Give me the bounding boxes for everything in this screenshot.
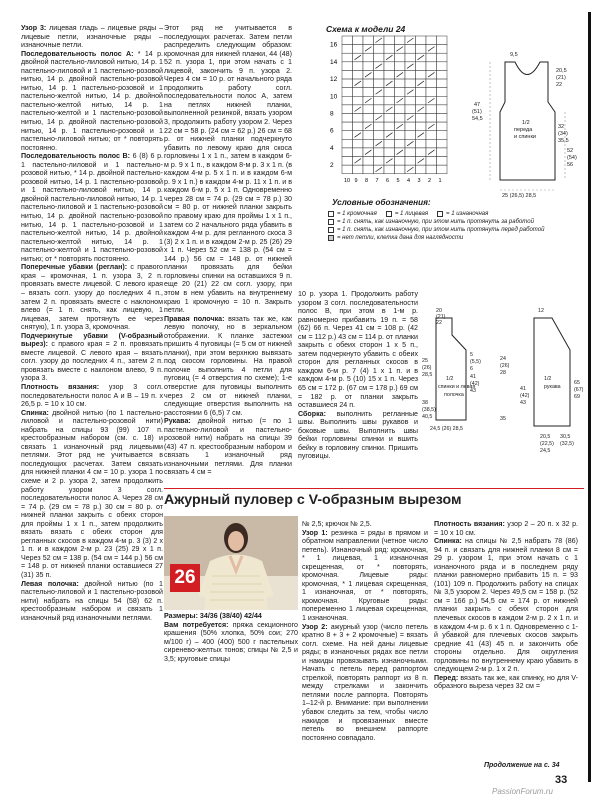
chart-cell	[405, 96, 416, 105]
schema-label: (38,5)	[422, 407, 436, 413]
paragraph-text: двойной нитью (по 1 пастельно-лиловой и пастельно-розовой нити) набрать на спицы 93 (99) 107 п. крестообразным набором (см. с. 18) и связать 1 изнаночный ряд лицевыми петлями. Этот ряд не учитывается в последующих расчетах. Затем связать для нижней планки 4 см = 10 р. узора 1 по схеме и 2 р. узора 2, затем продолжить работу узором 3 согл. последовательности полос А. Через 28 см = 74 р. (29 см = 78 р.) 30 см = 80 р. от нижней планки закрыть с обеих сторон для проймы 1 x 1 п., затем продолжить вязать вязать с обеих сторон для регланных скосов в каждом 4-м р. 3 (3) 2 x 1 п. и в каждом 2-м р. 23 (25) 29 x 1 п. Через 52 см = 138 р. (54 см = 144 р.) 56 см = 148 р. от нижней планки оставшиеся 27 (31) 35 п.	[21, 408, 163, 579]
col2-paragraph	[164, 417, 292, 477]
chart-cell	[342, 157, 353, 166]
legend-item: = 1 п. снять, как изнаночную, при этом нить протянуть перед работой	[328, 226, 583, 234]
chart-cell	[426, 36, 437, 45]
chart-cell	[374, 122, 385, 131]
schema-label: 20	[436, 308, 442, 314]
col1-paragraph	[21, 152, 163, 263]
col4-paragraph	[302, 529, 428, 623]
woman-figure-image	[164, 516, 298, 610]
chart-title: Схема к модели 24	[326, 24, 406, 34]
chart-cell	[416, 45, 427, 54]
chart-cell	[363, 165, 374, 174]
paragraph-text: 6 (8) 6 р. 1 пастельно-лиловой и 1 пастельно-розовой нитью, * 14 р. двойной пастельно-розовой нитью, 14 р. 1 пастельно-розовой и 1 пастельно-лиловой нитью, 14 р. двойной пастельно-лиловой нитью, 14 р. 1 пастельно-лиловой и 1 пастельно-розовой нитью, 14 р. двойной пастельно-розовой нитью, 14 р. 1 пастельно-розовой и 1 пастельно-желтой нитью, 14 р. двойной пастельно-желтой нитью, 14 р. 1 пастельно-желтой и 1 пастельно-розовой нитью; от * повторять постоянно.	[21, 152, 163, 263]
chart-cell	[426, 165, 437, 174]
chart-cell	[353, 113, 364, 122]
schema-label: 25	[422, 358, 428, 364]
paragraph-text: вязать так же, как спинку, но для V-образного выреза через 32 см =	[434, 673, 578, 691]
chart-cell	[405, 79, 416, 88]
schema-label: (26)	[422, 365, 432, 371]
schema-label: (26)	[500, 363, 510, 369]
chart-cell	[363, 79, 374, 88]
schema-label: 20,5	[540, 434, 551, 440]
paragraph-text: на спицы № 2,5 набрать 78 (86) 94 п. и связать для нижней планки 8 см = 29 р. узором 1, при этом начать с 1 изнаночного ряда и в последнем ряду планки равномерно прибавить 15 п. = 93 (101) 109 п. Продолжить работу на спицах № 3,5 узором 2. Через 49,5 см = 158 р. (52 см = 166 р.) 54,5 см = 174 р. от нижней планки закрыть с обеих сторон для плечевых скосов в каждом 2-м р. 2 x 1 п. и в каждом 4-м р. 6 x 1 п. Одновременно с 1-й убавкой для плечевых скосов закрыть средние 41 (43) 45 п. и закончить обе стороны отдельно. Для округления горловины по внутреннему краю убавить в следующем 2-м р. 1 x 2 п.	[434, 537, 578, 674]
chart-cell	[437, 53, 448, 62]
chart-cell	[405, 70, 416, 79]
watermark: PassionForum.ru	[492, 787, 553, 796]
paragraph-text: двойной нитью (по 1 пастельно-лиловой и 1 пастельно-розовой нити) набрать на спицы 54 (58) 62 п. крестообразным набором и связать 1 изнаночный ряд изнаночными петлями.	[21, 579, 164, 622]
schema-label: 22	[556, 82, 563, 88]
col4-paragraph	[302, 520, 428, 529]
legend-item: = 1 п. снять, как изнаночную, при этом нить протянуть за работой	[328, 218, 583, 226]
chart-cell	[384, 70, 395, 79]
chart-cell	[363, 105, 374, 114]
schema-label: 54,5	[472, 116, 483, 122]
schema-label: 32	[558, 124, 565, 130]
slip-back-symbol	[328, 219, 334, 225]
schema-label: 43	[470, 388, 476, 394]
chart-cell	[437, 122, 448, 131]
chart-cell	[353, 122, 364, 131]
chart-cell	[416, 36, 427, 45]
paragraph-text: с правого края = 2 п. провязать вместе лицевой. С левого края – вязать согл. узору до последних 4 п., затем 2 п. провязать вместе с наклоном влево, 9 п. узора 3.	[21, 340, 163, 383]
chart-cell	[384, 139, 395, 148]
model-number-badge: 26	[170, 564, 200, 592]
chart-cell	[342, 122, 353, 131]
chart-cell	[353, 165, 364, 174]
chart-cell	[416, 165, 427, 174]
col5-paragraph	[434, 520, 578, 537]
page-edge-bar	[588, 12, 591, 782]
chart-col-label: 4	[407, 177, 411, 184]
chart-cell	[395, 131, 406, 140]
assembly-text: Сборка: выполнить регланные швы. Выполнить швы рукавов и боковые швы. Выполнить швы бейки горловины спинки и вшить бейку в горловину спинки. Пришить пуговицы.	[298, 409, 418, 461]
chart-cell	[384, 88, 395, 97]
chart-cell	[416, 96, 427, 105]
text-column-5	[434, 520, 578, 777]
edge-stitch-symbol	[328, 211, 334, 217]
chart-cell	[342, 79, 353, 88]
chart-cell	[342, 148, 353, 157]
schema-label: 1/2	[544, 376, 552, 382]
col2-paragraph	[164, 315, 292, 418]
chart-cell	[437, 36, 448, 45]
chart-cell	[342, 131, 353, 140]
chart-cell	[395, 139, 406, 148]
chart-col-label: 6	[386, 177, 390, 184]
paragraph-heading: Поперечные убавки (реглан):	[21, 263, 128, 272]
schema-label: 24,5 (26) 28,5	[430, 426, 463, 432]
column-2-text: Этот ряд не учитывается в последующих расчетах. Затем петли распределить следующим образом: кромочная для нижней планки, 44 (48) 52 п. узора 1, при этом начать с 1 лицевой, закончить 9 п. узора 2. Через 4 см = 10 р. от начального ряда продолжить работу согл. последовательности полос А, затем на петлях нижней планки, выполненной резинкой, вязать узором 3, продолжить работу узором 2. Через 22 см = 58 р. (24 см = 62 р.) 26 см = 68 р. от нижней планки подчеркнуто убавить по левому краю для скоса горловины 1 x 1 п., затем в каждом 6-м р. 9 x 1 п., в каждом 8-м р. 3 x 1 п. (в каждом 4-м р. 5 x 1 п. и в каждом 6-м р. 9 x 1 п.) в каждом 4-м р. 11 x 1 п. и в каждом 6-м р. 5 x 1 п. Одновременно через 28 см = 74 р. (29 см = 78 р.) 30 см = 80 р. от нижней планки закрыть по правому краю для проймы 1 x 1 п., затем со 2 начального ряда убавить в каждом 4-м р. для регланного скоса 3 (3) 2 x 1 п. и в каждом 2-м р. 25 (26) 29 x 1 п. Через 52 см = 138 р. (54 см = 144 р.) 56 см = 148 р. от нижней планки провязать для бейки горловины спинки на оставшихся 9 п. еще 20 (21) 22 см согл. узору, при этом в нем убавить на внутреннему краю 1 кромочную = 10 п. Закрыть петли.	[164, 24, 292, 315]
chart-cell	[395, 157, 406, 166]
schema-label: рукава	[544, 384, 561, 390]
chart-cell	[342, 96, 353, 105]
text-column-1	[21, 24, 163, 759]
schema-label: 35	[500, 416, 506, 422]
schema-label: 20,5	[556, 68, 567, 74]
purl-symbol	[437, 211, 443, 217]
chart-cell	[342, 105, 353, 114]
paragraph-heading: Узор 1:	[302, 528, 328, 537]
schema-label: переда	[514, 127, 533, 133]
chart-cell	[437, 88, 448, 97]
chart-cell	[405, 157, 416, 166]
chart-cell	[363, 53, 374, 62]
paragraph-heading: Подчеркнутые убавки (V-образный вырез):	[21, 331, 163, 349]
col5-paragraph	[434, 537, 578, 674]
text-column-4	[302, 520, 428, 777]
chart-cell	[374, 157, 385, 166]
knit-symbol	[386, 211, 392, 217]
chart-cell	[363, 88, 374, 97]
chart-cell	[437, 165, 448, 174]
chart-cell	[437, 148, 448, 157]
schema-label: (67)	[574, 387, 584, 393]
schema-label: 22	[436, 320, 442, 326]
column-2-sections	[164, 315, 292, 477]
schema-label: 40,5	[422, 414, 433, 420]
chart-cell	[342, 70, 353, 79]
schema-label: 1/2	[522, 120, 530, 126]
chart-cell	[416, 62, 427, 71]
paragraph-heading: Узор 3:	[21, 24, 47, 32]
schema-label: 28,5	[422, 372, 433, 378]
sleeve-schema	[500, 300, 588, 454]
legend-item: = нет петли, клетка дана для наглядности	[328, 234, 583, 242]
chart-cell	[374, 96, 385, 105]
schema-label: (51)	[472, 109, 482, 115]
chart-cell	[363, 113, 374, 122]
chart-cell	[384, 165, 395, 174]
chart-cell	[374, 79, 385, 88]
schema-label: 47	[474, 102, 481, 108]
chart-col-label: 9	[354, 177, 358, 184]
chart-cell	[374, 105, 385, 114]
paragraph-heading: Спинка:	[21, 408, 49, 417]
paragraph-heading: Перед:	[434, 673, 459, 682]
chart-cell	[426, 139, 437, 148]
chart-cell	[416, 113, 427, 122]
schema-label: 12	[538, 308, 544, 314]
col1-paragraph	[21, 580, 163, 623]
chart-col-label: 1	[438, 177, 442, 184]
chart-cell	[384, 45, 395, 54]
chart-cell	[342, 88, 353, 97]
chart-cell	[374, 53, 385, 62]
schema-label: 30,5	[560, 434, 571, 440]
chart-cell	[395, 53, 406, 62]
paragraph-heading: Спинка:	[434, 537, 462, 546]
col1-paragraph	[21, 50, 163, 153]
schema-label: (42)	[470, 381, 480, 387]
chart-cell	[437, 96, 448, 105]
continued-note: Продолжение на с. 34	[484, 762, 560, 769]
schema-label: 28	[500, 370, 506, 376]
chart-cell	[437, 62, 448, 71]
schema-label: 9,5	[510, 52, 518, 58]
divider	[164, 488, 584, 489]
paragraph-text: ажурный узор (число петель кратно 8 + 3 + 2 кромочные) = вязать согл. схеме. На ней даны лицевые ряды; в изнаночных рядах все петли и накиды провязывать изнаночными. Начать с петель перед раппортом стрелкой, повторять раппорт из 8 п. между стрелками и закончить петлями после раппорта. Повторять 1–12-й р. Внимание: при выполнении убавок следить за тем, чтобы число накидов и провязанных вместе петель во внешнем раппорте постоянно совпадало.	[302, 622, 429, 742]
chart-cell	[426, 131, 437, 140]
schema-label: 69	[574, 394, 580, 400]
paragraph-heading: Плотность вязания:	[21, 382, 100, 391]
sleeves-text: 10 р. узора 1. Продолжить работу узором 3 согл. последовательности полос В, при этом в 1-м р. равномерно прибавить 19 п. = 58 (62) 66 п. Через 41 см = 108 р. (42 см = 112 р.) 43 см = 114 р. от планки закрыть с обеих сторон 1 x 5 п., затем подчеркнуто убавить с обеих сторон для регланных скосов в каждом 6-м р. 7 (4) 1 x 1 п. и в каждом 4-м р. 5 (10) 15 x 1 п. Через 65 см = 172 р. (67 см = 178 р.) 69 см = 182 р. от планки закрыть оставшиеся 24 п.	[298, 290, 418, 410]
schema-label: 56	[567, 162, 574, 168]
paragraph-heading: Узор 2:	[302, 622, 328, 631]
chart-cell	[405, 148, 416, 157]
chart-cell	[426, 79, 437, 88]
chart-col-label: 3	[417, 177, 421, 184]
chart-cell	[342, 113, 353, 122]
chart-cell	[363, 62, 374, 71]
schema-label: (5,5)	[470, 359, 481, 365]
chart-cell	[405, 53, 416, 62]
chart-cell	[342, 62, 353, 71]
paragraph-heading: Последовательность полос А:	[21, 49, 134, 58]
chart-cell	[426, 113, 437, 122]
chart-cell	[384, 122, 395, 131]
chart-cell	[342, 165, 353, 174]
chart-cell	[437, 105, 448, 114]
chart-cell	[353, 148, 364, 157]
paragraph-text: * 14 р. двойной пастельно-лиловой нитью, 14 р. 1 пастельно-лиловой и 1 пастельно-розовой нитью, 14 р. двойной пастельно-розовой нитью, 14 р. 1 пастельно-розовой и 1 пастельно-желтой нитью, 14 р. двойной пастельно-желтой нитью, 14 р. 1 пастельно-желтой и 1 пастельно-розовой нитью, 14 р. двойной пастельно-розовой нитью, 14 р. 1 пастельно-розовой и 1 пастельно-лиловой нитью; от * повторять постоянно.	[21, 49, 163, 152]
schema-label: 24	[500, 356, 506, 362]
left-front-schema	[422, 300, 492, 450]
schema-label: (22,5)	[540, 441, 554, 447]
text-column-3	[298, 290, 418, 461]
chart-cell	[395, 113, 406, 122]
paragraph-heading: Левая полочка:	[21, 579, 79, 588]
article-title: Ажурный пуловер с V-образным вырезом	[164, 492, 462, 508]
chart-cell	[395, 165, 406, 174]
chart-cell	[437, 45, 448, 54]
materials-text: Вам потребуется: пряжа секционного крашения (50% хлопка, 50% сои; 270 м/100 г) – 400 (400) 500 г пастельных сиренево-желтых тонов; спицы № 2,5 и 3,5; круговые спицы	[164, 620, 298, 663]
chart-cell	[363, 157, 374, 166]
chart-row-label: 4	[330, 144, 334, 152]
chart-cell	[384, 36, 395, 45]
chart-col-label: 5	[396, 177, 400, 184]
chart-cell	[363, 139, 374, 148]
col4-paragraph	[302, 623, 428, 743]
schema-label: и спинки	[514, 134, 536, 140]
chart-col-label: 7	[375, 177, 379, 184]
chart-cell	[416, 148, 427, 157]
model-photo	[164, 516, 298, 610]
schema-label: 41	[470, 374, 476, 380]
paragraph-text: № 2,5; крючок № 2,5.	[302, 520, 372, 528]
chart-cell	[342, 139, 353, 148]
col1-paragraph	[21, 332, 163, 383]
paragraph-heading: Последовательность полос В:	[21, 152, 131, 161]
schema-label: (54)	[567, 155, 577, 161]
paragraph-heading: Плотность вязания:	[434, 520, 505, 528]
col1-paragraph	[21, 263, 163, 331]
schema-label: (34)	[558, 131, 568, 137]
page-number: 33	[555, 774, 568, 786]
materials-column	[164, 612, 298, 772]
chart-cell	[353, 62, 364, 71]
chart-cell	[374, 45, 385, 54]
schema-label: (32,5)	[560, 441, 574, 447]
legend-item: = 1 кромочная = 1 лицевая = 1 изнаночная	[328, 210, 583, 218]
chart-cell	[374, 131, 385, 140]
paragraph-text: узор 2 – 20 п. x 32 р. = 10 x 10 см.	[434, 520, 578, 537]
chart-cell	[342, 53, 353, 62]
schema-label: (21)	[556, 75, 566, 81]
schema-label: 41	[520, 386, 526, 392]
chart-cell	[416, 88, 427, 97]
chart-cell	[374, 70, 385, 79]
chart-cell	[384, 113, 395, 122]
chart-cell	[437, 157, 448, 166]
col1-paragraph	[21, 383, 163, 409]
chart-cell	[426, 53, 437, 62]
chart-cell	[363, 131, 374, 140]
schema-label: 38	[422, 400, 428, 406]
chart-cell	[395, 62, 406, 71]
chart-cell	[353, 88, 364, 97]
paragraph-text: лицевая гладь – лицевые ряды – лицевые петли, изнаночные ряды – изнаночные петли.	[21, 24, 164, 50]
chart-row-label: 10	[330, 93, 338, 101]
schema-label: спинки и левая	[438, 384, 476, 390]
chart-row-label: 14	[330, 58, 338, 66]
chart-cell	[405, 122, 416, 131]
chart-cell	[437, 70, 448, 79]
chart-cell	[353, 139, 364, 148]
chart-cell	[353, 45, 364, 54]
schema-label: (21)	[436, 314, 446, 320]
chart-cell	[437, 113, 448, 122]
schema-label: 43	[520, 400, 526, 406]
col5-paragraph	[434, 674, 578, 691]
chart-cell	[405, 131, 416, 140]
schema-label: 1/2	[446, 376, 454, 382]
chart-cell	[353, 70, 364, 79]
chart-col-label: 10	[344, 177, 351, 184]
chart-cell	[363, 36, 374, 45]
sizes-text: Размеры: 34/36 (38/40) 42/44	[164, 612, 262, 620]
schema-label: 65	[574, 380, 580, 386]
text-column-2	[164, 24, 293, 477]
chart-cell	[395, 79, 406, 88]
chart-cell	[374, 148, 385, 157]
chart-cell	[416, 139, 427, 148]
chart-cell	[437, 79, 448, 88]
chart-cell	[353, 36, 364, 45]
chart-cell	[426, 105, 437, 114]
chart-cell	[437, 131, 448, 140]
chart-cell	[405, 105, 416, 114]
schema-label: полочка	[444, 392, 464, 398]
schema-label: 5	[470, 352, 473, 358]
slip-front-symbol	[328, 227, 334, 233]
chart-cell	[426, 157, 437, 166]
chart-cell	[384, 96, 395, 105]
schema-label: 25 (26,5) 28,5	[502, 193, 537, 199]
chart-cell	[426, 88, 437, 97]
schema-label: 24,5	[540, 448, 551, 454]
no-stitch-symbol	[328, 235, 334, 241]
col1-paragraph	[21, 409, 163, 580]
chart-cell	[384, 148, 395, 157]
paragraph-text: вязать так же, как левую полочку, но в зеркальном отображении. К планке застежки пришить 4 пуговицы (= 5 см от нижней планки), при этом верхнюю вывязать под скосом горловины. На правой полочке выполнить 4 петли для пуговиц (= 4 отверстия по схеме); 1-е отверстие для пуговицы выполнить через 2 см от нижней планки, следующие отверстия выполнить на расстоянии 6 (6,5) 7 см.	[164, 314, 293, 417]
chart-row-label: 6	[330, 127, 334, 135]
chart-row-label: 12	[330, 76, 338, 84]
chart-cell	[342, 36, 353, 45]
chart-row-label: 8	[330, 110, 334, 118]
schema-label: 52	[567, 148, 574, 154]
paragraph-text: узор 3 согл. последовательности полос А и В – 19 п. x 26,5 р. = 10 x 10 см.	[21, 382, 163, 409]
chart-cell	[416, 70, 427, 79]
chart-col-label: 8	[365, 177, 369, 184]
paragraph-text: резинка = ряды в прямом и обратном направлении (четное число петель). Изнаночный ряд: кромочная, * 1 лицевая, 1 изнаночная скрещенная, от * повторять, кромочная. Лицевые ряды: кромочная, * 1 лицевая скрещенная, 1 изнаночная, от * повторять, кромочная. Круговые ряды: попеременно 1 лицевая скрещенная, 1 изнаночная.	[302, 528, 429, 623]
col1-paragraph	[21, 24, 163, 50]
schema-label: 6	[470, 366, 473, 372]
chart-cell	[416, 122, 427, 131]
chart-cell	[342, 45, 353, 54]
chart-cell	[395, 88, 406, 97]
front-back-schema	[470, 32, 585, 197]
chart-cell	[395, 36, 406, 45]
chart-cell	[384, 62, 395, 71]
schema-label: (42)	[520, 393, 530, 399]
legend-title: Условные обозначения:	[332, 198, 431, 207]
chart-cell	[426, 62, 437, 71]
knitting-chart	[328, 32, 458, 184]
schema-label: 35,5	[558, 138, 569, 144]
chart-cell	[395, 105, 406, 114]
chart-cell	[437, 139, 448, 148]
paragraph-heading: Правая полочка:	[164, 314, 225, 323]
paragraph-heading: Рукава:	[164, 417, 191, 426]
chart-row-label: 2	[330, 162, 334, 170]
chart-cell	[353, 96, 364, 105]
chart-col-label: 2	[428, 177, 432, 184]
legend	[328, 210, 583, 242]
chart-row-label: 16	[330, 41, 338, 49]
paragraph-text: двойной нитью (= по 1 пастельно-лиловой и пастельно-розовой нити) набрать на спицы 39 (43) 47 п. крестообразным набором и связать 1 изнаночный ряд изнаночными петлями. Для планки связать 4 см =	[164, 417, 292, 477]
paragraph-text: с правого края – кромочная, 1 п. узора 3, 2 п. провязать вместе лицевой. С левого края – вязать согл. узору до последних 4 п., затем 2 п. провязать вместе с наклоном влево (= 1 п. снять, как лицевую, 1 лицевая, затем протянуть ее через снятую), 1 п. узора 3, кромочная.	[21, 263, 163, 332]
chart-cell	[405, 45, 416, 54]
